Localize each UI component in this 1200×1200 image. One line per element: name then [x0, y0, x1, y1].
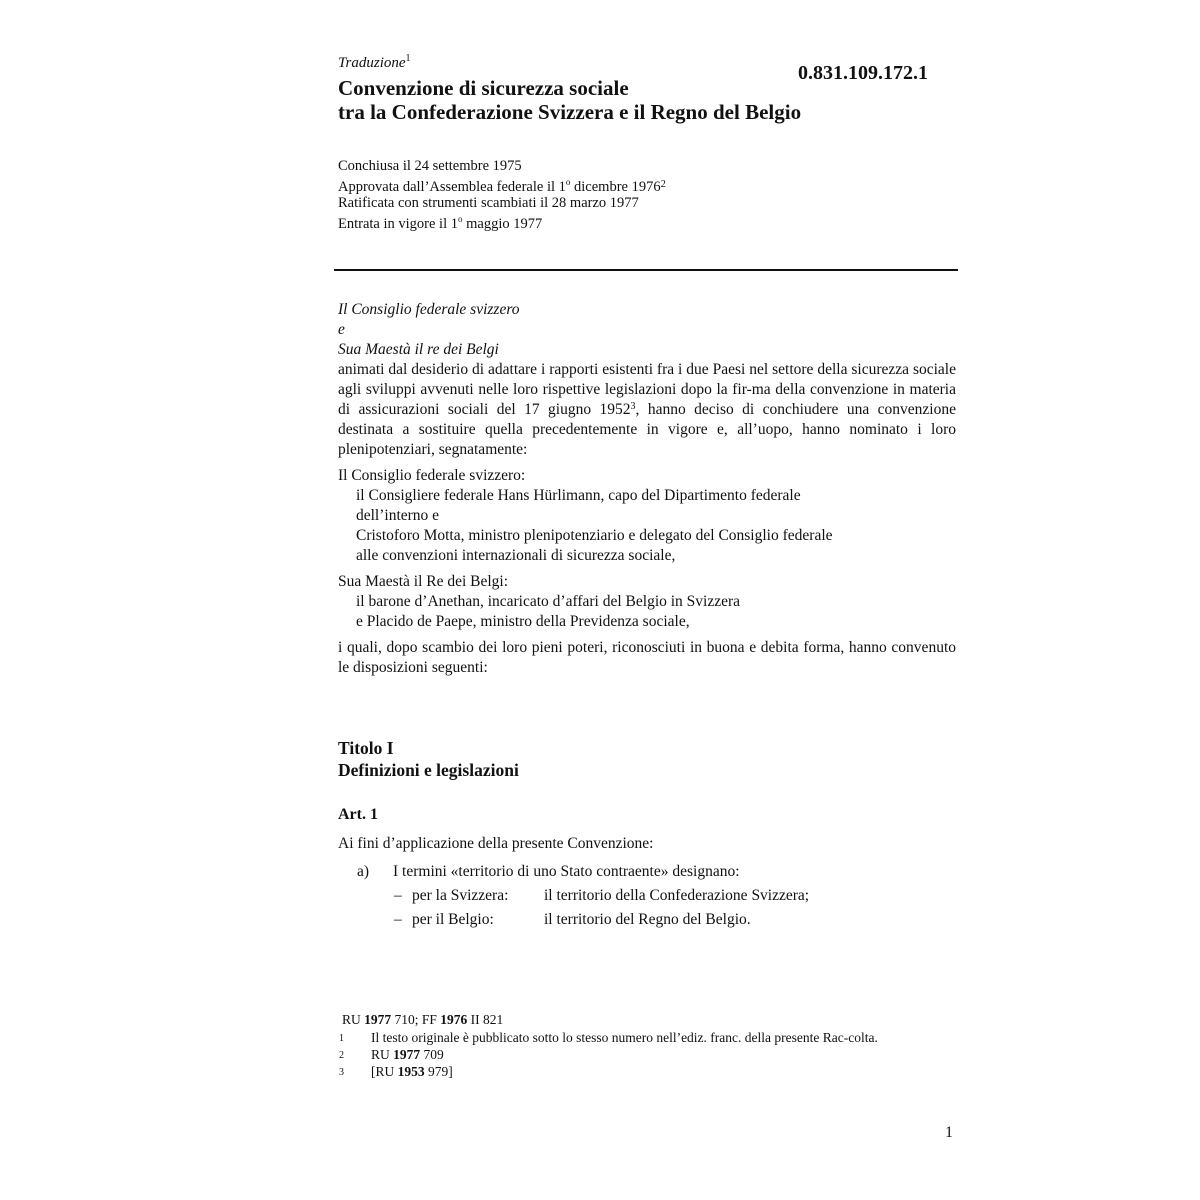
article-intro: Ai fini d’applicazione della presente Convenzione:	[338, 835, 654, 852]
page-number: 1	[945, 1124, 953, 1141]
date-approved-text-end: dicembre 1976	[570, 178, 661, 195]
footnote-post: 709	[420, 1047, 444, 1062]
party-conjunction: e	[338, 321, 345, 338]
publication-reference	[338, 1012, 948, 1028]
ref-year: 1976	[440, 1012, 468, 1027]
preamble-paragraph	[338, 360, 956, 460]
swiss-heading: Il Consiglio federale svizzero:	[338, 467, 526, 484]
footnote-2	[338, 1047, 948, 1064]
date-entry-text: Entrata in vigore il 1	[338, 215, 458, 232]
entry-country: per il Belgio:	[412, 911, 494, 928]
swiss-plenipotentiary-1	[338, 486, 956, 526]
belgian-plenipotentiaries	[338, 572, 956, 632]
ref-text: RU	[342, 1012, 365, 1027]
section-title	[338, 737, 519, 781]
date-ratified: Ratificata con strumenti scambiati il 28 marzo 1977	[338, 194, 639, 211]
title-line-1: Convenzione di sicurezza sociale	[338, 76, 629, 100]
ordinal-sup: o	[565, 177, 571, 187]
preamble-closing: i quali, dopo scambio dei loro pieni poteri, riconosciuti in buona e debita forma, hanno convenuto le disposizioni seguenti:	[338, 639, 956, 676]
ref-text: 710; FF	[391, 1012, 441, 1027]
footnote-pre: RU	[371, 1047, 394, 1062]
party-1: Il Consiglio federale svizzero	[338, 301, 520, 318]
footnote-year: 1977	[393, 1047, 421, 1062]
title-number: Titolo I	[338, 738, 394, 758]
ordinal-sup: o	[458, 213, 463, 224]
footnote-text	[371, 1064, 948, 1081]
footnote-text: Il testo originale è pubblicato sotto lo stesso numero nell’ediz. franc. della presente Rac-colta.	[371, 1030, 878, 1045]
date-approved	[338, 174, 666, 195]
swiss-p1-line-1: il Consigliere federale Hans Hürlimann, capo del Dipartimento federale	[356, 487, 801, 504]
header-divider	[334, 269, 958, 271]
document-title	[338, 76, 801, 124]
dates-block	[338, 158, 666, 232]
footnote-1	[338, 1030, 948, 1047]
preamble	[338, 300, 956, 678]
sr-number: 0.831.109.172.1	[798, 62, 928, 84]
party-2: Sua Maestà il re dei Belgi	[338, 341, 499, 358]
swiss-p2-line-1: Cristoforo Motta, ministro plenipotenziario e delegato del Consiglio federale	[356, 527, 833, 544]
swiss-plenipotentiary-2	[338, 526, 956, 566]
footnote-3	[338, 1064, 948, 1081]
footnote-number: 3	[339, 1067, 344, 1078]
date-approved-text: Approvata dall’Assemblea federale il 1	[338, 178, 566, 195]
footnote-year: 1953	[397, 1064, 425, 1079]
title-name: Definizioni e legislazioni	[338, 760, 519, 780]
ref-text: II 821	[467, 1012, 504, 1027]
entry-dash: –	[394, 911, 402, 928]
translation-label	[338, 53, 411, 72]
entry-territory: il territorio del Regno del Belgio.	[544, 911, 751, 928]
date-entry-text-end: maggio 1977	[462, 215, 543, 232]
item-a-text: I termini «territorio di uno Stato contraente» designano:	[393, 863, 740, 880]
entry-country: per la Svizzera:	[412, 887, 509, 904]
footnote-number: 1	[339, 1033, 344, 1044]
belgian-plenipotentiary-1: il barone d’Anethan, incaricato d’affari del Belgio in Svizzera	[356, 593, 741, 610]
footnote-pre: [RU	[371, 1064, 398, 1079]
entry-territory: il territorio della Confederazione Svizzera;	[544, 887, 810, 904]
belgian-plenipotentiary-2: e Placido de Paepe, ministro della Previdenza sociale,	[356, 613, 690, 630]
ref-year: 1977	[364, 1012, 392, 1027]
title-line-2: tra la Confederazione Svizzera e il Regno del Belgio	[338, 100, 802, 124]
preamble-text: animati dal desiderio di adattare i rapporti esistenti fra i due Paesi nel settore della sicurezza sociale agli sviluppi avvenuti nelle loro rispettive legislazioni dopo la fir-ma della convenzione in materia di assicurazioni sociali del 17 giugno 1952	[338, 361, 956, 418]
footnote-ref-2: 2	[660, 178, 666, 190]
date-entry-in-force	[338, 211, 666, 232]
footnote-ref-3: 3	[630, 401, 636, 412]
swiss-p1-line-2: dell’interno e	[356, 507, 440, 524]
article-heading: Art. 1	[338, 806, 378, 823]
date-concluded: Conchiusa il 24 settembre 1975	[338, 158, 522, 174]
belgian-heading: Sua Maestà il Re dei Belgi:	[338, 573, 509, 590]
item-a-marker: a)	[357, 863, 370, 880]
footnote-number: 2	[339, 1050, 344, 1061]
translation-label-text: Traduzione	[338, 55, 406, 71]
swiss-plenipotentiaries	[338, 466, 956, 566]
footnotes	[338, 1012, 948, 1081]
entry-dash: –	[394, 887, 402, 904]
swiss-p2-line-2: alle convenzioni internazionali di sicurezza sociale,	[356, 547, 676, 564]
footnote-text	[371, 1047, 948, 1064]
preamble-text-end: , hanno deciso di conchiudere una convenzione destinata a sostituire quella precedentemente in vigore e, all’uopo, hanno nominato i loro plenipotenziari, segnatamente:	[338, 401, 956, 458]
translation-footnote-ref: 1	[405, 53, 411, 64]
footnote-post: 979]	[424, 1064, 453, 1079]
